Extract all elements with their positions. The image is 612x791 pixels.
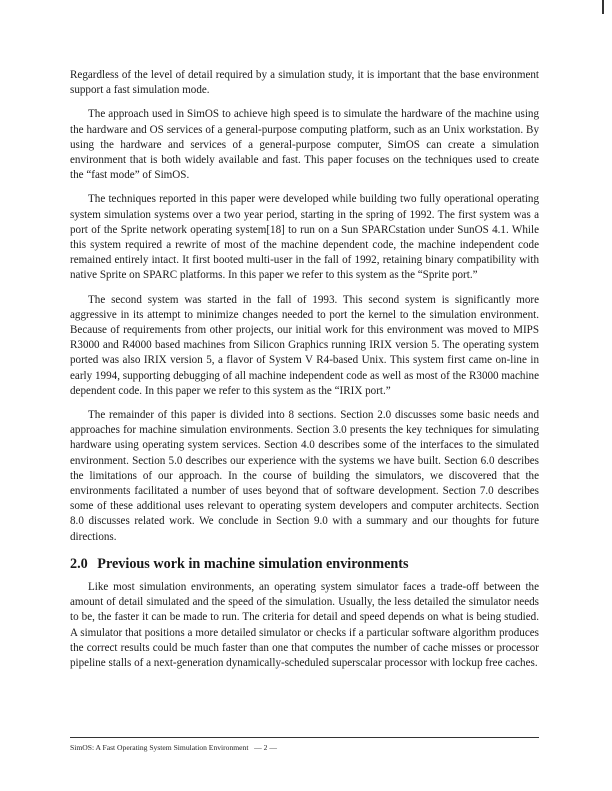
paragraph-paper-outline: The remainder of this paper is divided into 8 sections. Section 2.0 discusses some basic needs and approaches for machine simulation environments. Section 3.0 presents the key techniques for simulating hardware using operating system services. Section 4.0 describes some of the interfaces to the simulated environment. Section 5.0 describes our experience with the systems we have built. Section 6.0 describes the limitations of our approach. In the course of building the simulators, we discovered that the environments facilitated a number of uses beyond that of software development. Section 7.0 describes some of these additional uses relevant to operating system developers and computer architects. Section 8.0 discusses related work. We conclude in Section 9.0 with a summary and our thoughts for future directions. [70, 409, 539, 543]
section-heading [70, 556, 539, 573]
scan-edge-mark [602, 0, 604, 14]
footer-page-number: — 2 — [254, 743, 277, 752]
section-number: 2.0 [70, 555, 88, 572]
page-footer [70, 743, 277, 752]
footer-running-title: SimOS: A Fast Operating System Simulation Environment [70, 743, 249, 752]
paragraph-previous-work: Like most simulation environments, an operating system simulator faces a trade-off between the amount of detail simulated and the speed of the simulation. Usually, the less detailed the simulator needs to be, the faster it can be made to run. The criteria for detail and speed depends on what is being studied. A simulator that positions a more detailed simulator or checks if a particular software algorithm produces the correct results could be much faster than one that computes the number of cache misses or processor pipeline stalls of a next-generation dynamically-scheduled superscalar processor with lockup free caches. [70, 580, 539, 669]
section-title: Previous work in machine simulation environments [97, 555, 409, 572]
page-body [70, 68, 539, 680]
paragraph-intro-1: Regardless of the level of detail required by a simulation study, it is important that the base environment support a fast simulation mode. [70, 69, 539, 97]
paragraph-sprite-port: The techniques reported in this paper were developed while building two fully operational operating system simulation systems over a two year period, starting in the spring of 1992. The first system was a port of the Sprite network operating system[18] to run on a Sun SPARCstation under SunOS 4.1. While this system required a rewrite of most of the machine dependent code, the machine independent code remained entirely intact. It first booted multi-user in the fall of 1992, retaining binary compatibility with native Sprite on SPARC platforms. In this paper we refer to this system as the “Sprite port.” [70, 193, 539, 282]
footer-divider [70, 737, 539, 738]
paragraph-irix-port: The second system was started in the fall of 1993. This second system is significantly more aggressive in its attempt to minimize changes needed to port the kernel to the simulation environment. Because of requirements from other projects, our initial work for this environment was moved to MIPS R3000 and R4000 based machines from Silicon Graphics running IRIX version 5. The operating system ported was also IRIX version 5, a flavor of System V R4-based Unix. This system first came on-line in early 1994, supporting debugging of all machine independent code as well as most of the R3000 machine dependent code. In this paper we refer to this system as the “IRIX port.” [70, 293, 539, 397]
paragraph-approach: The approach used in SimOS to achieve high speed is to simulate the hardware of the machine using the hardware and OS services of a general-purpose computing platform, such as an Unix workstation. By using the hardware and services of a general-purpose computer, SimOS can create a simulation environment that is both widely available and fast. This paper focuses on the techniques used to create the “fast mode” of SimOS. [70, 108, 539, 182]
